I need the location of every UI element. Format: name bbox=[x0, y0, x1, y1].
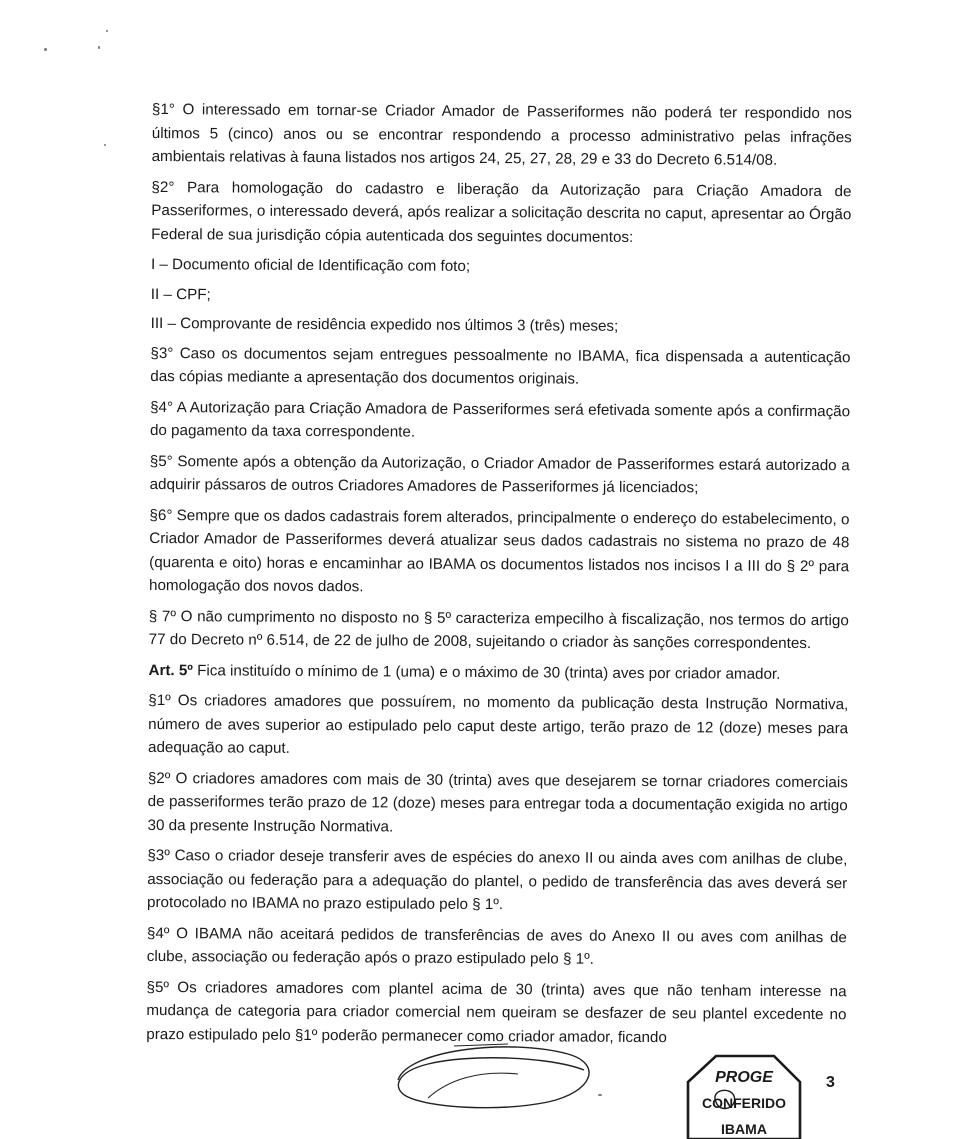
art5-paragraph-4: §4º O IBAMA não aceitará pedidos de transferências de aves do Anexo II ou aves com anilhas de clube, associação ou federação após o prazo estipulado pelo § 1º. bbox=[146, 924, 847, 968]
list-item-iii: III – Comprovante de residência expedido nos últimos 3 (três) meses; bbox=[150, 314, 619, 335]
scan-speck bbox=[598, 1094, 602, 1096]
art5-paragraph-1: §1º Os criadores amadores que possuírem, no momento da publicação desta Instrução Normativa, número de aves superior ao estipulado pelo caput deste artigo, terão prazo de 12 (doze) meses para adequação ao caput. bbox=[147, 691, 849, 757]
stamp-line-1: PROGE bbox=[715, 1069, 773, 1086]
page-number: 3 bbox=[826, 1074, 835, 1091]
proge-conferido-stamp bbox=[686, 1052, 802, 1139]
article-label: Art. 5º bbox=[148, 661, 193, 679]
paragraph-5: §5° Somente após a obtenção da Autorização, o Criador Amador de Passeriformes estará autorizado a adquirir pássaros de outros Criadores Amadores de Passeriformes já licenciados; bbox=[149, 452, 850, 497]
stamp-line-3: IBAMA bbox=[721, 1121, 767, 1137]
paragraph-1: §1° O interessado em tornar-se Criador Amador de Passeriformes não poderá ter respondido nos últimos 5 (cinco) anos ou se encontrar respondendo a processo administrativo pelas infrações ambientais relativas à fauna listados nos artigos 24, 25, 27, 28, 29 e 33 do Decreto 6.514/08. bbox=[151, 100, 852, 169]
list-item-i: I – Documento oficial de Identificação com foto; bbox=[150, 255, 471, 275]
paragraph-4: §4° A Autorização para Criação Amadora de Passeriformes será efetivada somente após a confirmação do pagamento da taxa correspondente. bbox=[149, 398, 851, 441]
paragraph-3: §3° Caso os documentos sejam entregues pessoalmente no IBAMA, fica dispensada a autenticação das cópias mediante a apresentação dos documentos originais. bbox=[150, 344, 851, 388]
article-5 bbox=[148, 658, 848, 686]
art5-paragraph-5: §5º Os criadores amadores com plantel acima de 30 (trinta) aves que não tenham interesse na mudança de categoria para criador comercial nem queiram se desfazer de seu plantel excedente no prazo estipulado pelo §1º poderão permanecer como criador amador, ficando bbox=[146, 978, 847, 1046]
scan-speck bbox=[44, 48, 47, 51]
signature-mark bbox=[388, 1040, 608, 1112]
article-text: Fica instituído o mínimo de 1 (uma) e o máximo de 30 (trinta) aves por criador amador. bbox=[197, 661, 781, 683]
list-item-ii: II – CPF; bbox=[150, 285, 211, 303]
paragraph-2: §2° Para homologação do cadastro e liberação da Autorização para Criação Amadora de Passeriformes, o interessado deverá, após realizar a solicitação descrita no caput, apresentar ao Órgão Federal de sua jurisdição cópia autenticada dos seguintes documentos: bbox=[151, 178, 852, 246]
paragraph-6: §6° Sempre que os dados cadastrais forem alterados, principalmente o endereço do estabelecimento, o Criador Amador de Passeriformes deverá atualizar seus dados cadastrais no sistema no prazo de 48 (quarenta e oito) horas e encaminhar ao IBAMA os documentos listados nos incisos I a III do § 2º para homologação dos novos dados. bbox=[148, 506, 850, 596]
scan-speck bbox=[104, 144, 106, 146]
scan-speck bbox=[98, 46, 100, 49]
stamp-line-2: CONFERIDO bbox=[702, 1095, 786, 1111]
document-body bbox=[146, 98, 852, 1057]
art5-paragraph-2: §2º O criadores amadores com mais de 30 (trinta) aves que desejarem se tornar criadores comerciais de passeriformes terão prazo de 12 (doze) meses para entregar toda a documentação exigida no artigo 30 da presente Instrução Normativa. bbox=[147, 769, 848, 835]
paragraph-7: § 7º O não cumprimento no disposto no § 5º caracteriza empecilho à fiscalização, nos termos do artigo 77 do Decreto nº 6.514, de 22 de julho de 2008, sujeitando o criador às sanções correspondentes. bbox=[148, 607, 849, 653]
scan-speck bbox=[106, 30, 108, 32]
art5-paragraph-3: §3º Caso o criador deseje transferir aves de espécies do anexo II ou ainda aves com anilhas de clube, associação ou federação para a adequação do plantel, o pedido de transferência das aves deverá ser protocolado no IBAMA no prazo estipulado pelo § 1º. bbox=[147, 846, 848, 914]
